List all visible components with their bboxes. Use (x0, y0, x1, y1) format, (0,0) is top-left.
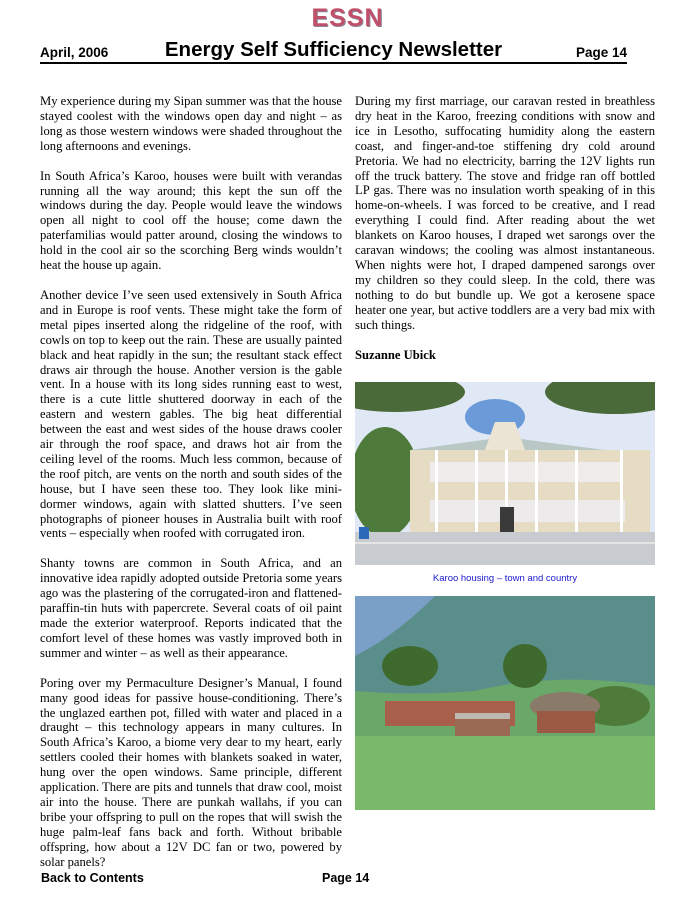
paragraph: Shanty towns are common in South Africa, and an innovative idea rapidly adopted outside Pretoria some years ago was the plastering of the corrugated-iron and flattened-paraffin-tin huts with papercrete. Several coats of oil paint made the exterior waterproof. Reports indicated that the comfort level of these homes was vastly improved both in summer and winter – as well as their appearance. (40, 556, 342, 660)
paragraph: Another device I’ve seen used extensively in South Africa and in Europe is roof vents. These might take the form of metal pipes inserted along the ridgeline of the roof, with cowls on top to keep out the rain. These are usually painted black and heat rapidly in the sun; the resultant stack effect draws air through the house. Another version is the gable vent. In a house with its long sides running east to west, there is a cute little shuttered doorway in each of the eastern and western gables. The big heat differential between the east and west sides of the house draws cooler air through the roof space, and draws hot air from the ceiling level of the rooms. Much less common, because of the roof pitch, are vents on the north and south sides of the house, but I have seen these too. They look like mini-dormer windows, again with slatted shutters. I’ve seen photographs of pioneer houses in Australia built with roof vents – especially when roofed with corrugated iron. (40, 287, 342, 541)
newsletter-title: Energy Self Sufficiency Newsletter (164, 38, 503, 61)
back-to-contents-link[interactable]: Back to Contents (41, 871, 144, 885)
town-house-photo (355, 382, 655, 565)
newsletter-header (40, 38, 627, 64)
paragraph: During my first marriage, our caravan rested in breathless dry heat in the Karoo, freezing conditions with snow and ice in Lesotho, suffocating humidity along the eastern coast, and finger-and-toe stiffening dry cold around Pretoria. We had no electricity, barring the 12V lights run off the truck battery. The stove and fridge ran off bottled LP gas. There was no insulation worth speaking of in this home-on-wheels. I was forced to be creative, and I read everything I could find. After reading about the wet blankets on Karoo houses, I draped wet sarongs over the caravan windows; the cooling was almost instantaneous. When nights were hot, I draped dampened sarongs over my children so they could sleep. In the cold, there was nothing to do but bundle up. We got a kerosene space heater one year, but active toddlers are a very bad mix with such things. (355, 94, 655, 332)
issue-date: April, 2006 (40, 45, 109, 60)
right-column (355, 94, 655, 377)
essn-logo: ESSN (311, 4, 384, 32)
paragraph: In South Africa’s Karoo, houses were built with verandas running all the way around; this kept the sun off the windows during the day. People would leave the windows open all night to cool off the house; come dawn the paterfamilias would patter around, closing the windows to hold in the cool air so the scorching Berg winds wouldn’t heat the house up again. (40, 168, 342, 273)
country-house-photo (355, 596, 655, 810)
town-house-image (355, 382, 655, 565)
country-house-image (355, 596, 655, 810)
paragraph: My experience during my Sipan summer was that the house stayed coolest with the windows open day and night – as long as those western windows were shaded throughout the long afternoons and evenings. (40, 94, 342, 153)
paragraph: Poring over my Permaculture Designer’s Manual, I found many good ideas for passive house-conditioning. There’s the unglazed earthen pot, filled with water and placed in a draught – this technology appears in many cultures. In South Africa’s Karoo, a biome very dear to my heart, early settlers cooled their homes with blankets soaked in water, hung over the open windows. Same principle, different application. There are pits and tunnels that draw cool, moist air into the house. There are punkah wallahs, if you can bribe your offspring to pull on the ropes that will swish the huge palm-leaf fans back and forth. Without bribable offspring, how about a 12V DC fan or two, powered by solar panels? (40, 675, 342, 869)
article-author: Suzanne Ubick (355, 347, 436, 362)
left-column (40, 94, 342, 885)
photo-caption: Karoo housing – town and country (432, 573, 578, 584)
header-page-number: Page 14 (575, 45, 627, 60)
footer-page-number: Page 14 (322, 871, 370, 885)
